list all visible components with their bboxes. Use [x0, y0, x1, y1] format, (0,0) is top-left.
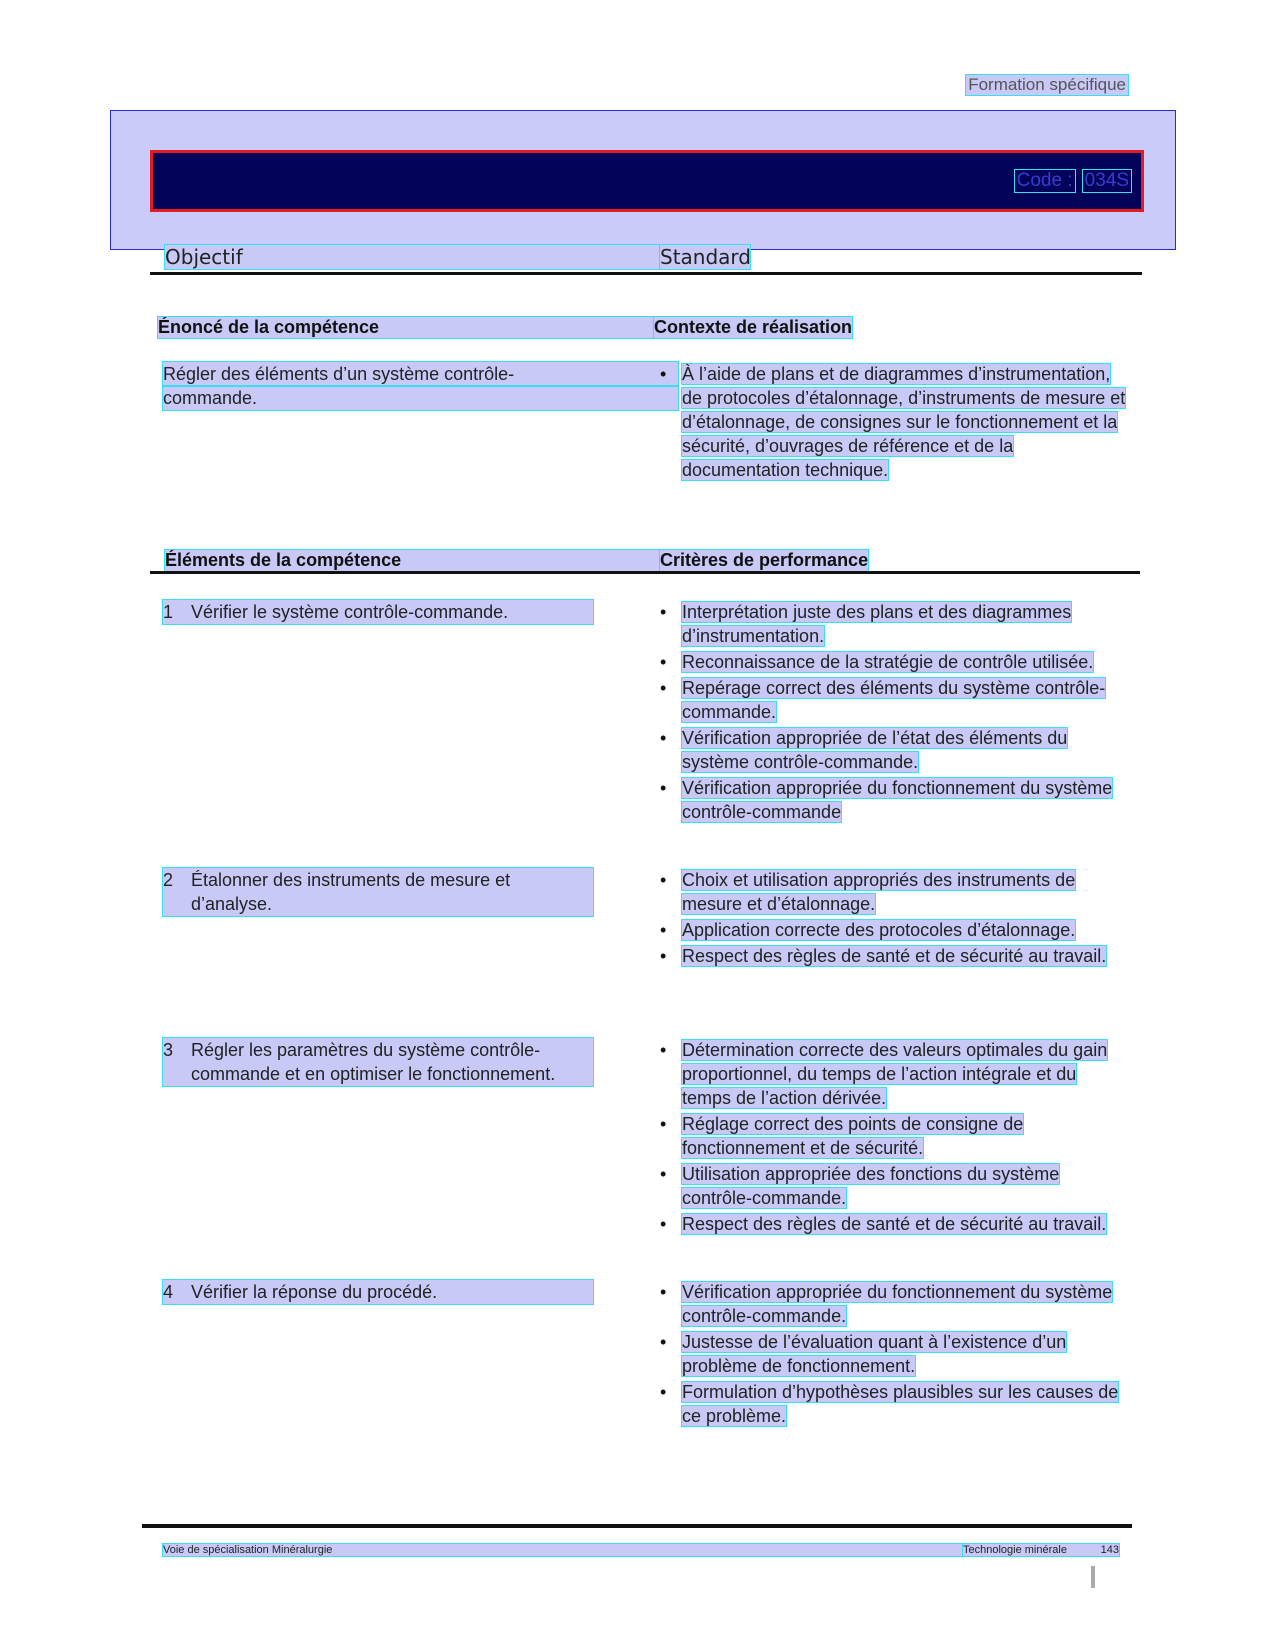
- element-text: Vérifier le système contrôle-commande.: [191, 602, 509, 622]
- context-list: [660, 362, 1130, 484]
- footer-left: Voie de spécialisation Minéralurgie: [163, 1544, 963, 1556]
- element-1: [163, 600, 593, 624]
- statement-line-2: commande.: [163, 386, 678, 410]
- element-text: Étalonner des instruments de mesure et d’analyse.: [191, 870, 511, 914]
- criterion: • Respect des règles de santé et de sécurité au travail.: [660, 1212, 1130, 1236]
- element-number: 3: [163, 1040, 174, 1060]
- criterion: • Vérification appropriée du fonctionnement du système contrôle-commande.: [660, 1280, 1130, 1328]
- element-text: Vérifier la réponse du procédé.: [191, 1282, 438, 1302]
- criterion: • Application correcte des protocoles d’étalonnage.: [660, 918, 1130, 942]
- element-3: [163, 1038, 593, 1086]
- context-item: • À l’aide de plans et de diagrammes d’instrumentation, de protocoles d’étalonnage, d’instruments de mesure et d’étalonnage, de consignes sur le fonctionnement et la sécurité, d’ouvrages de référence et de la documentation technique.: [660, 362, 1130, 482]
- element-2: [163, 868, 593, 916]
- criterion: • Formulation d’hypothèses plausibles sur les causes de ce problème.: [660, 1380, 1130, 1428]
- statement-line-1: Régler des éléments d’un système contrôle-: [163, 362, 678, 386]
- elements-rule: [150, 571, 1140, 574]
- criterion: • Repérage correct des éléments du système contrôle-commande.: [660, 676, 1130, 724]
- criteria-heading: Critères de performance: [660, 550, 869, 570]
- tab-standard: Standard: [660, 245, 751, 269]
- code-value: 034S: [1084, 170, 1129, 191]
- statement-heading: Énoncé de la compétence: [158, 317, 653, 338]
- element-number: 4: [163, 1282, 174, 1302]
- criterion: • Vérification appropriée de l’état des éléments du système contrôle-commande.: [660, 726, 1130, 774]
- elements-heading: Éléments de la compétence: [165, 550, 660, 571]
- criterion: • Détermination correcte des valeurs optimales du gain proportionnel, du temps de l’action intégrale et du temps de l’action dérivée.: [660, 1038, 1130, 1110]
- code-label: Code :: [1016, 170, 1073, 191]
- criterion: • Utilisation appropriée des fonctions du système contrôle-commande.: [660, 1162, 1130, 1210]
- element-text: Régler les paramètres du système contrôle-commande et en optimiser le fonctionnement.: [191, 1040, 556, 1084]
- criterion: • Réglage correct des points de consigne de fonctionnement et de sécurité.: [660, 1112, 1130, 1160]
- context-heading: Contexte de réalisation: [654, 317, 853, 337]
- criteria-list-4: [660, 1280, 1130, 1430]
- criterion: • Justesse de l’évaluation quant à l’existence d’un problème de fonctionnement.: [660, 1330, 1130, 1378]
- footer-title: Technologie minérale: [963, 1544, 1067, 1556]
- element-number: 1: [163, 602, 174, 622]
- page-marker: [1091, 1566, 1095, 1588]
- tabs-rule: [150, 272, 1142, 275]
- element-number: 2: [163, 870, 174, 890]
- competency-code: [1015, 170, 1131, 192]
- footer-rule: [142, 1524, 1132, 1528]
- criterion: • Respect des règles de santé et de sécurité au travail.: [660, 944, 1130, 968]
- running-header: Formation spécifique: [968, 75, 1126, 94]
- criterion: • Interprétation juste des plans et des diagrammes d’instrumentation.: [660, 600, 1130, 648]
- element-4: [163, 1280, 593, 1304]
- banner: [150, 150, 1144, 212]
- tab-objectif: Objectif: [165, 245, 660, 269]
- criteria-list-3: [660, 1038, 1130, 1238]
- footer-right: [963, 1544, 1119, 1556]
- criterion: • Vérification appropriée du fonctionnement du système contrôle-commande: [660, 776, 1130, 824]
- criterion: • Reconnaissance de la stratégie de contrôle utilisée.: [660, 650, 1130, 674]
- criteria-list-1: [660, 600, 1130, 826]
- statement-text: [163, 362, 678, 410]
- criterion: • Choix et utilisation appropriés des instruments de mesure et d’étalonnage.: [660, 868, 1130, 916]
- criteria-list-2: [660, 868, 1130, 970]
- page-number: 143: [1100, 1544, 1119, 1556]
